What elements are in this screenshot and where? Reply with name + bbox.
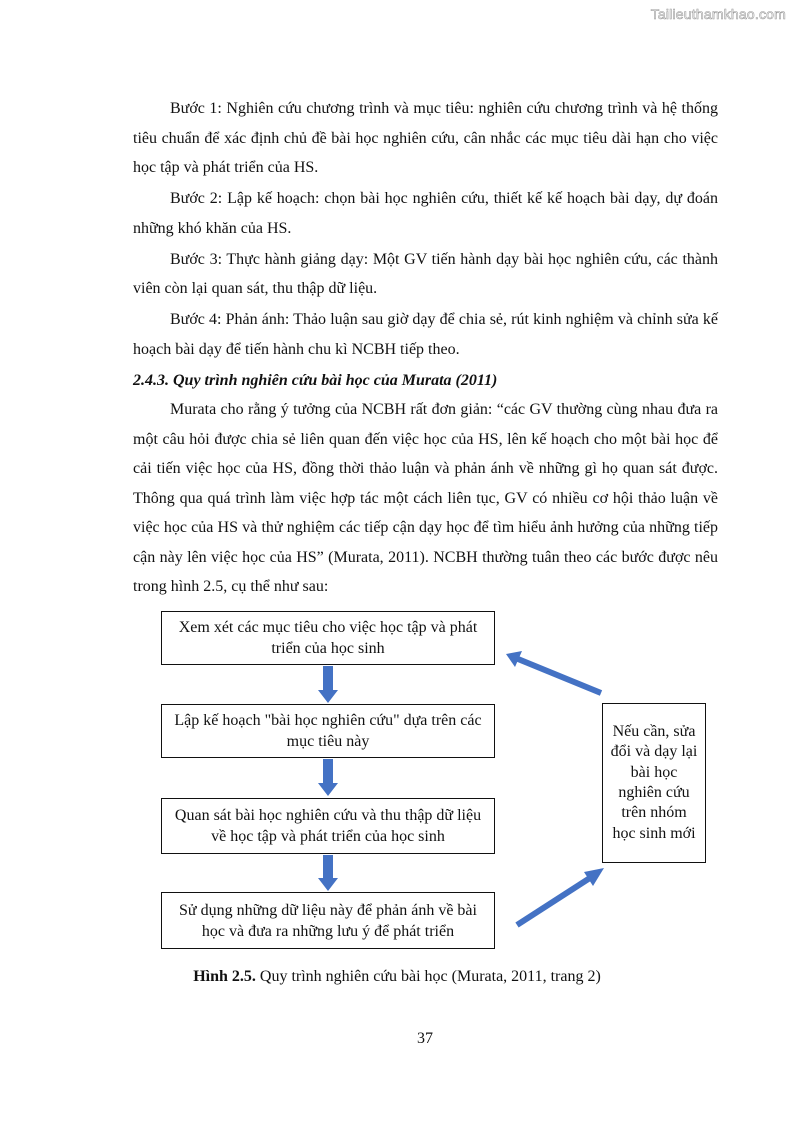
paragraph-step-2: Bước 2: Lập kế hoạch: chọn bài học nghiên cứu, thiết kế kế hoạch bài dạy, dự đoán những khó khăn của HS. <box>133 190 718 237</box>
diagonal-arrow-up-left-icon <box>506 651 601 693</box>
flow-step-2-text: Lập kế hoạch "bài học nghiên cứu" dựa trên các mục tiêu này <box>174 712 482 750</box>
flow-step-4-text: Sử dụng những dữ liệu này để phản ánh về bài học và đưa ra những lưu ý để phát triển <box>179 901 477 940</box>
paragraph-step-3: Bước 3: Thực hành giảng dạy: Một GV tiến hành dạy bài học nghiên cứu, các thành viên còn lại quan sát, thu thập dữ liệu. <box>133 250 718 297</box>
figure-caption-text: Quy trình nghiên cứu bài học (Murata, 2011, trang 2) <box>255 968 601 985</box>
flow-step-1-text: Xem xét các mục tiêu cho việc học tập và phát triển của học sinh <box>178 619 478 657</box>
page-number: 37 <box>417 1030 433 1047</box>
paragraph-step-1: Bước 1: Nghiên cứu chương trình và mục tiêu: nghiên cứu chương trình và hệ thống tiêu chuẩn để xác định chủ đề bài học nghiên cứu, cân nhắc các mục tiêu dài hạn cho việc học tập và phát triển của HS. <box>133 100 718 176</box>
down-arrow-2-icon <box>318 759 338 796</box>
flow-side-note-text: Nếu cần, sửa đổi và dạy lại bài học nghiên cứu trên nhóm học sinh mới <box>610 723 698 842</box>
down-arrow-1-icon <box>318 666 338 703</box>
down-arrow-3-icon <box>318 855 338 891</box>
section-heading: 2.4.3. Quy trình nghiên cứu bài học của Murata (2011) <box>133 371 498 389</box>
diagonal-arrow-up-right-icon <box>517 868 604 925</box>
flow-step-3-box <box>161 798 495 854</box>
flow-step-3-text: Quan sát bài học nghiên cứu và thu thập dữ liệu về học tập và phát triển của học sinh <box>174 807 482 845</box>
flow-step-2-box <box>161 704 495 758</box>
figure-caption-label: Hình 2.5. <box>193 968 256 985</box>
paragraph-murata: Murata cho rằng ý tưởng của NCBH rất đơn giản: “các GV thường cùng nhau đưa ra một câu hỏi được chia sẻ liên quan đến việc học của HS, lên kế hoạch cho một bài học để cải tiến việc học của HS, đồng thời thảo luận và phản ánh về những gì họ quan sát được. Thông qua quá trình làm việc hợp tác một cách liên tục, GV có nhiều cơ hội thảo luận về việc học của HS và thử nghiệm các tiếp cận dạy học để tìm hiểu ảnh hưởng của những tiếp cận này lên việc học của HS” (Murata, 2011). NCBH thường tuân theo các bước được nêu trong hình 2.5, cụ thể như sau: <box>133 401 718 595</box>
flow-step-1-box <box>161 611 495 665</box>
paragraph-step-4: Bước 4: Phản ánh: Thảo luận sau giờ dạy để chia sẻ, rút kinh nghiệm và chỉnh sửa kế hoạch bài dạy để tiến hành chu kì NCBH tiếp theo. <box>133 311 718 358</box>
flow-side-note-box <box>602 703 706 863</box>
flow-step-4-box <box>161 892 495 949</box>
watermark-text: Tailieuthamkhao.com <box>650 6 786 22</box>
figure-caption <box>0 968 794 986</box>
